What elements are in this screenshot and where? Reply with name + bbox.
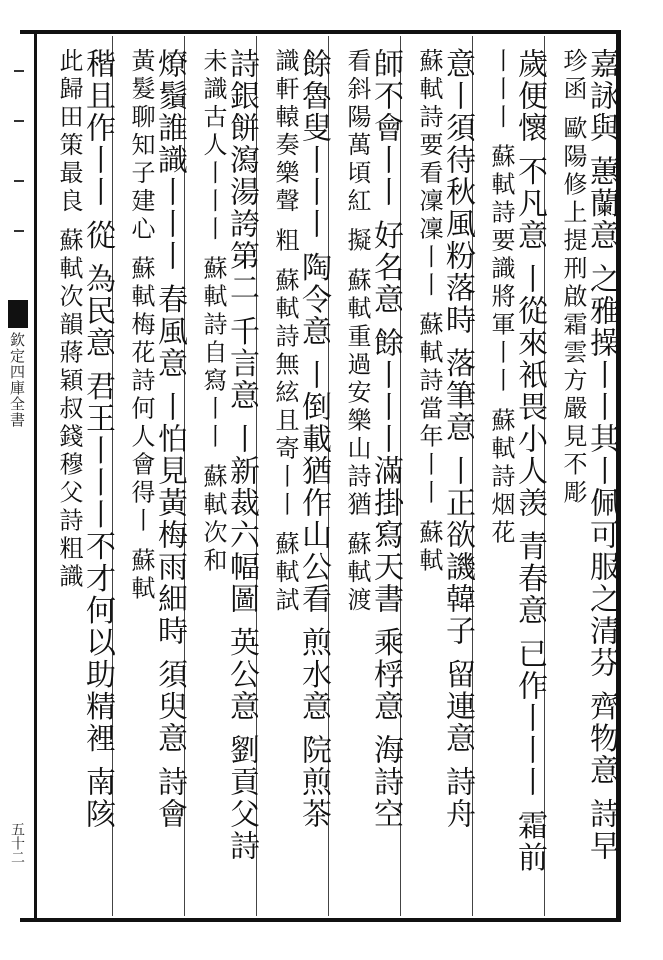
frame-top-border [20, 30, 620, 34]
text-column-13: 燎鬚誰識丨丨丨 春風意 丨怕見黃梅雨細時 須臾意 詩會 [152, 48, 187, 831]
text-column-1: 嘉詠與 蕙蘭意 之雅操丨丨其丨佩可服之清芬 齊物意 詩早 [584, 48, 619, 863]
text-column-15: 稭且作丨丨 從 為民意 君王丨丨丨不才何以助精裡 南陔 [80, 48, 115, 831]
gutter-tick [14, 230, 24, 232]
gutter-tick [14, 180, 24, 182]
text-body [40, 36, 619, 916]
text-column-10: 識軒轅奏樂聲 粗 蘇軾詩無絃且寄丨丨 蘇軾試 [271, 48, 299, 615]
text-column-6: 蘇軾詩要看凜凜丨丨 蘇軾詩當年丨丨 蘇軾 [415, 48, 443, 576]
gutter-tick [14, 70, 24, 72]
gutter-tick [14, 120, 24, 122]
text-column-9: 餘魯叟丨丨丨 陶令意 丨倒載猶作山公看 煎水意 院煎茶 [296, 48, 331, 831]
text-column-7: 師不會丨丨 好名意 餘丨丨丨滿掛寫天書 乘桴意 海詩空 [368, 48, 403, 831]
text-column-16: 此歸田策最良 蘇軾次韻蔣穎叔錢穆父詩粗識 [55, 48, 83, 592]
gutter-title: 欽定四庫全書 [8, 332, 26, 428]
page-number: 五十二 [9, 822, 25, 864]
frame-left-border [34, 30, 37, 922]
text-column-5: 意丨須待秋風粉落時 落筆意 丨正欲譏韓子 留連意 詩舟 [440, 48, 475, 831]
text-column-3: 歲便懷 不凡意 丨從來衹畏小人羡 青春意 已作丨丨丨 霜前 [512, 48, 547, 874]
text-column-12: 未識古人丨丨丨 蘇軾詩自寫丨丨 蘇軾次和 [199, 48, 227, 576]
text-column-4: 丨丨丨 蘇軾詩要識將軍丨丨 蘇軾詩烟花 [487, 48, 515, 548]
text-column-2: 珍函 歐陽修上提刑啟霜雲方嚴見不彫 [559, 48, 587, 508]
text-column-11: 詩銀餅瀉湯誇第二 千言意 丨新裁六幅圖 英公意 劉貢父詩 [224, 48, 259, 863]
fish-tail-mark [8, 300, 28, 328]
text-column-8: 看斜陽萬頃紅 擬 蘇軾重過安樂山詩猶 蘇軾渡 [343, 48, 371, 615]
text-column-14: 黃髮聊知子建心 蘇軾梅花詩何人會得丨 蘇軾 [127, 48, 155, 604]
page-gutter [0, 30, 34, 922]
frame-bottom-border [20, 918, 620, 922]
